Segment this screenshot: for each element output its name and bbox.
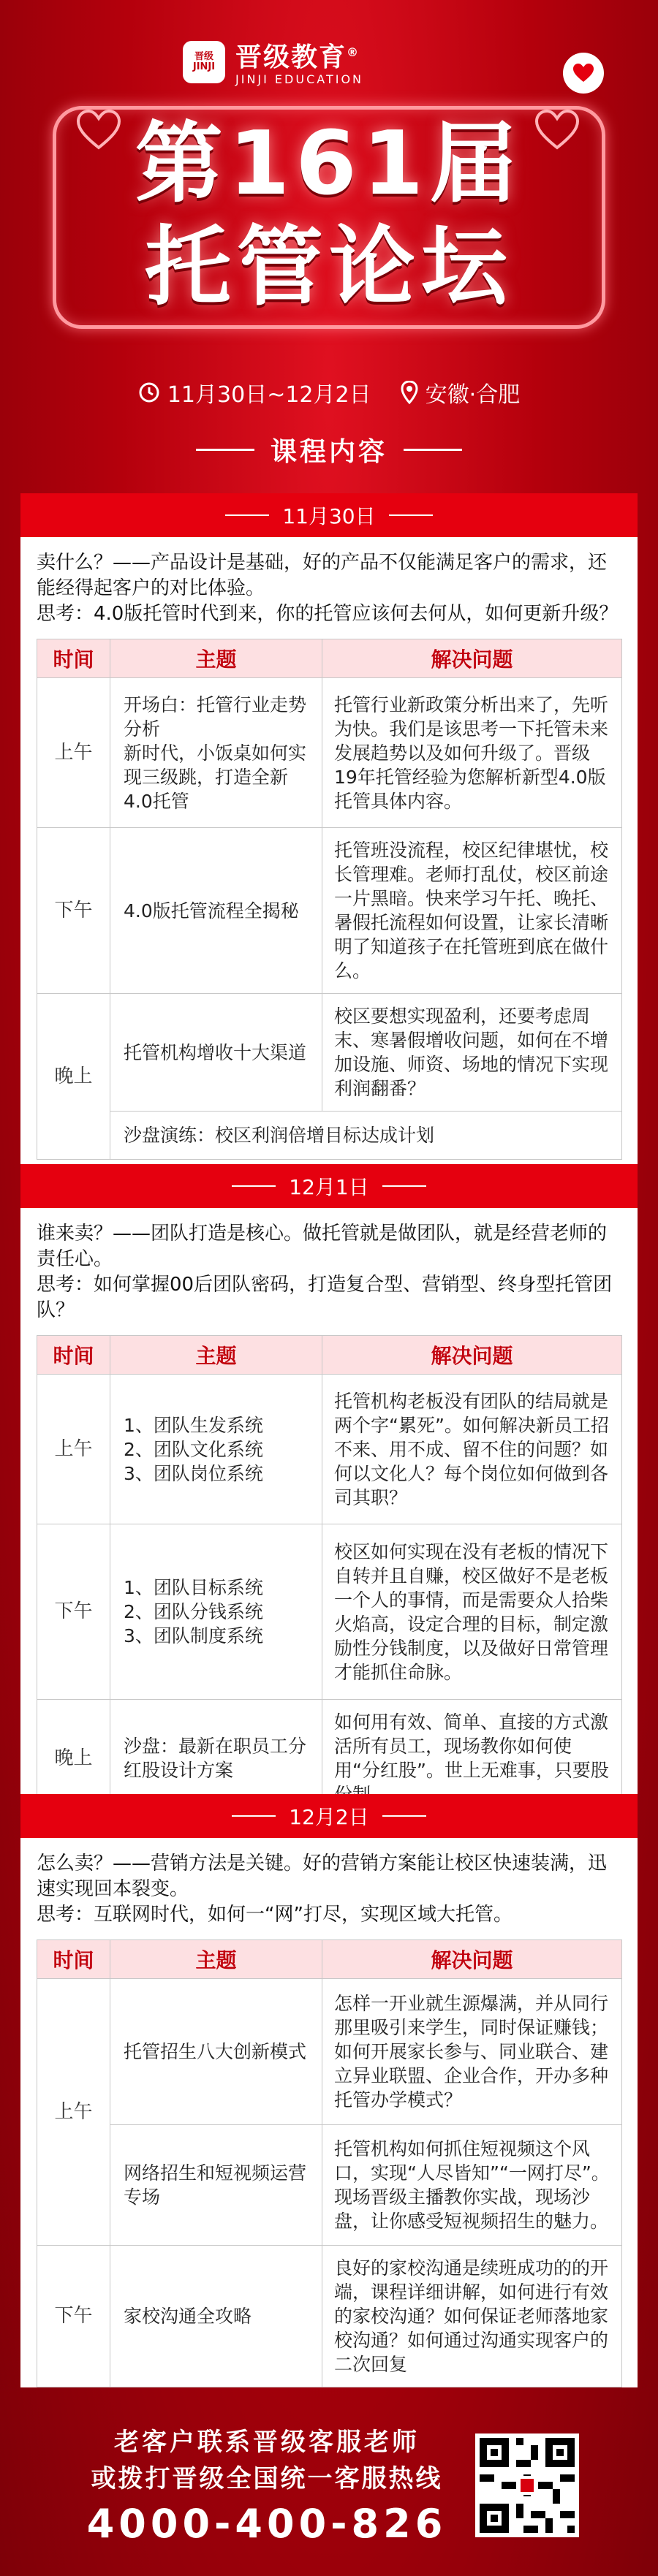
table-row	[37, 828, 622, 994]
row-theme: 托管机构增收十大渠道	[110, 994, 322, 1112]
row-time: 下午	[37, 1524, 110, 1700]
row-theme: 托管招生八大创新模式	[110, 1979, 322, 2125]
row-time: 上午	[37, 678, 110, 828]
header-time: 时间	[37, 639, 110, 678]
day-card-3	[20, 1794, 638, 2387]
row-solve: 托管班没流程，校区纪律堪忧，校长管理难。老师打乱仗，校区前途一片黑暗。快来学习午托、晚托、暑假托流程如何设置，让家长清晰明了知道孩子在托管班到底在做什么。	[322, 828, 622, 994]
row-theme: 4.0版托管流程全揭秘	[110, 828, 322, 994]
row-solve: 良好的家校沟通是续班成功的的开端，课程详细讲解，如何进行有效的家校沟通？如何保证老师落地家校沟通？如何通过沟通实现客户的二次回复	[322, 2246, 622, 2387]
heart-icon	[572, 63, 594, 83]
day-date: 12月1日	[289, 1175, 369, 1199]
header-solve: 解决问题	[322, 1336, 622, 1375]
event-location: 安徽·合肥	[425, 382, 521, 408]
header-theme: 主题	[110, 1336, 322, 1375]
header-theme: 主题	[110, 1940, 322, 1979]
day-intro	[20, 537, 638, 639]
header-solve: 解决问题	[322, 1940, 622, 1979]
header-time: 时间	[37, 1336, 110, 1375]
header-theme: 主题	[110, 639, 322, 678]
row-solve: 校区要想实现盈利，还要考虑周末、寒暑假增收问题，如何在不增加设施、师资、场地的情况下实现利润翻番？	[322, 994, 622, 1112]
row-theme: 家校沟通全攻略	[110, 2246, 322, 2387]
row-theme: 1、团队生发系统 2、团队文化系统 3、团队岗位系统	[110, 1375, 322, 1524]
row-solve: 托管机构如何抓住短视频这个风口，实现“人尽皆知”“一网打尽”。现场晋级主播教你实战，现场沙盘，让你感受短视频招生的魅力。	[322, 2125, 622, 2246]
table-row	[37, 1375, 622, 1524]
day-think-text: 思考：如何掌握00后团队密码，打造复合型、营销型、终身型托管团队？	[37, 1274, 613, 1321]
row-theme: 沙盘：最新在职员工分红股设计方案	[110, 1700, 322, 1817]
header-solve: 解决问题	[322, 639, 622, 678]
registered-mark: ®	[347, 45, 360, 59]
location-pin-icon	[401, 381, 418, 404]
schedule-table	[37, 1335, 622, 1817]
row-theme: 网络招生和短视频运营专场	[110, 2125, 322, 2246]
brand-name-cn: 晋级教育	[235, 42, 347, 72]
row-time: 上午	[37, 1979, 110, 2246]
row-time: 下午	[37, 828, 110, 994]
day-band	[20, 1164, 638, 1208]
table-row	[37, 994, 622, 1112]
table-row	[37, 1524, 622, 1700]
day-card-2	[20, 1164, 638, 1825]
day-think-text: 思考：互联网时代，如何一“网”打尽，实现区域大托管。	[37, 1904, 513, 1926]
brand-name-en: JINJI EDUCATION	[235, 72, 363, 86]
day-intro	[20, 1208, 638, 1335]
schedule-table	[37, 639, 622, 1160]
day-intro	[20, 1838, 638, 1939]
course-section-title: 课程内容	[0, 431, 658, 468]
day-intro-text: 谁来卖？——团队打造是核心。做托管就是做团队，就是经营老师的责任心。	[37, 1223, 608, 1270]
row-solve: 如何用有效、简单、直接的方式激活所有员工，现场教你如何使用“分红股”。世上无难事，只要股	[322, 1700, 622, 1817]
table-row	[37, 2125, 622, 2246]
clock-icon	[138, 381, 160, 403]
footer-line2: 或拨打晋级全国统一客服热线	[91, 2464, 443, 2493]
row-solve: 托管行业新政策分析出来了，先听为快。我们是该思考一下托管未来发展趋势以及如何升级了。晋级19年托管经验为您解析新型4.0版托管具体内容。	[322, 678, 622, 828]
row-solve: 怎样一开业就生源爆满，并从同行那里吸引来学生，同时保证赚钱；如何开展家长参与、同业联合、建立异业联盟、企业合作，开办多种托管办学模式？	[322, 1979, 622, 2125]
forum-title-line1: 第161届	[135, 113, 523, 215]
day-date: 11月30日	[282, 504, 376, 528]
day-band	[20, 1794, 638, 1838]
poster-header	[0, 0, 658, 493]
day-intro-text: 怎么卖？——营销方法是关键。好的营销方案能让校区快速装满，迅速实现回本裂变。	[37, 1853, 608, 1900]
brand-logo	[183, 38, 363, 86]
table-row	[37, 1979, 622, 2125]
schedule-table	[37, 1939, 622, 2387]
row-time: 晚上	[37, 994, 110, 1160]
table-row	[37, 2246, 622, 2387]
day-band	[20, 493, 638, 537]
day-date: 12月2日	[289, 1805, 369, 1829]
qr-code-icon[interactable]	[475, 2433, 579, 2537]
row-solve: 托管机构老板没有团队的结局就是两个字“累死”。如何解决新员工招不来、用不成、留不住的问题？如何以文化人？每个岗位如何做到各司其职？	[322, 1375, 622, 1524]
day-intro-text: 卖什么？——产品设计是基础，好的产品不仅能满足客户的需求，还能经得起客户的对比体验。	[37, 552, 608, 599]
row-time: 晚上	[37, 1700, 110, 1817]
poster-footer	[0, 2404, 658, 2576]
day-card-1	[20, 493, 638, 1167]
table-row	[37, 678, 622, 828]
header-time: 时间	[37, 1940, 110, 1979]
row-theme: 1、团队目标系统 2、团队分钱系统 3、团队制度系统	[110, 1524, 322, 1700]
hotline-number[interactable]: 4000-400-826	[86, 2501, 447, 2547]
row-time: 上午	[37, 1375, 110, 1524]
footer-line1: 老客户联系晋级客服老师	[114, 2428, 420, 2457]
event-meta	[0, 376, 658, 409]
table-row	[37, 1112, 622, 1160]
event-date: 11月30日~12月2日	[167, 382, 371, 408]
heart-icon-button[interactable]	[563, 53, 604, 94]
forum-title-line2: 托管论坛	[144, 216, 513, 317]
row-solve: 校区如何实现在没有老板的情况下自转并且自赚，校区做好不是老板一个人的事情，而是需要众人拾柴火焰高，设定合理的目标，制定激励性分钱制度，以及做好日常管理才能抓住命脉。	[322, 1524, 622, 1700]
day-think-text: 思考：4.0版托管时代到来，你的托管应该何去何从，如何更新升级？	[37, 603, 619, 625]
sand-table-exercise: 沙盘演练：校区利润倍增目标达成计划	[110, 1112, 622, 1160]
brand-mark-icon: 晋级 JINJI	[183, 41, 225, 83]
row-theme: 开场白：托管行业走势分析 新时代，小饭桌如何实现三级跳，打造全新4.0托管	[110, 678, 322, 828]
row-time: 下午	[37, 2246, 110, 2387]
